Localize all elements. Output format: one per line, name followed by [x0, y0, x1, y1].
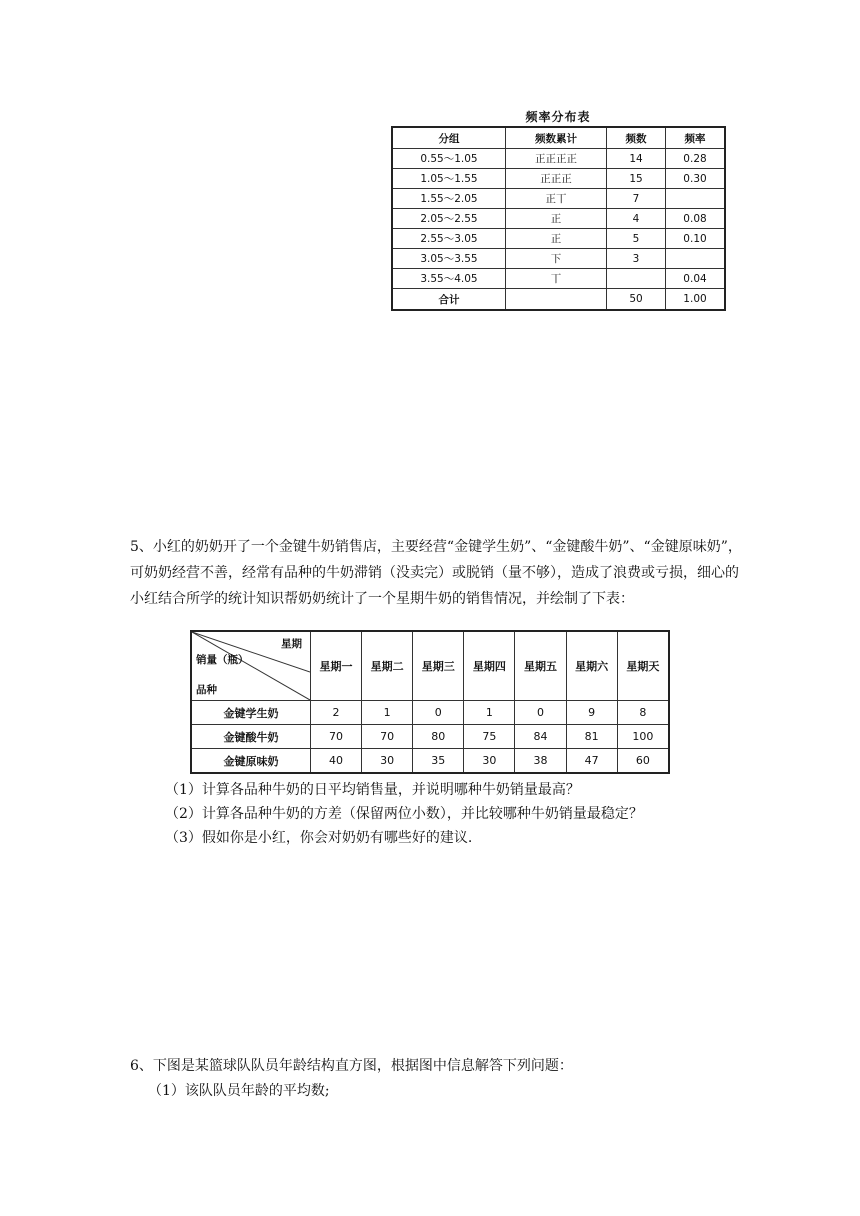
value-cell: 35 [413, 749, 464, 774]
corner-label-week: 星期 [281, 638, 302, 650]
question-6-text: 6、下图是某篮球队队员年龄结构直方图，根据图中信息解答下列问题： [130, 1058, 573, 1074]
value-cell: 9 [566, 701, 617, 725]
table-row [392, 169, 725, 189]
corner-header-cell [191, 631, 311, 701]
variety-cell: 金键原味奶 [191, 749, 311, 774]
value-cell: 38 [515, 749, 566, 774]
value-cell: 8 [617, 701, 669, 725]
tally-cell: 正 [506, 209, 607, 229]
group-cell: 2.55～3.05 [392, 229, 506, 249]
group-cell: 3.55～4.05 [392, 269, 506, 289]
value-cell: 70 [362, 725, 413, 749]
frequency-table [391, 126, 726, 311]
question-5-text: 5、小红的奶奶开了一个金键牛奶销售店，主要经营“金键学生奶”、“金键酸牛奶”、“金键原味奶”，可奶奶经营不善，经常有品种的牛奶滞销（没卖完）或脱销（量不够），造成了浪费或亏损，细心的小红结合所学的统计知识帮奶奶统计了一个星期牛奶的销售情况，并绘制了下表： [130, 539, 742, 607]
group-cell: 3.05～3.55 [392, 249, 506, 269]
count-cell: 15 [607, 169, 666, 189]
corner-label-sales: 销量（瓶） [196, 654, 249, 666]
header-cell: 频率 [666, 127, 726, 149]
tally-cell: 下 [506, 249, 607, 269]
count-cell: 14 [607, 149, 666, 169]
table-row [191, 749, 669, 774]
value-cell: 80 [413, 725, 464, 749]
day-header: 星期六 [566, 631, 617, 701]
day-header: 星期天 [617, 631, 669, 701]
corner-label-variety: 品种 [196, 684, 217, 696]
question-5-part-3: （3）假如你是小红，你会对奶奶有哪些好的建议. [165, 830, 473, 846]
variety-cell: 金键酸牛奶 [191, 725, 311, 749]
count-cell [607, 269, 666, 289]
value-cell: 60 [617, 749, 669, 774]
question-5-part-1: （1）计算各品种牛奶的日平均销售量，并说明哪种牛奶销量最高？ [165, 782, 580, 798]
value-cell: 75 [464, 725, 515, 749]
value-cell: 0 [413, 701, 464, 725]
table-header-row [392, 127, 725, 149]
group-cell: 0.55～1.05 [392, 149, 506, 169]
table-row [392, 249, 725, 269]
table-row [392, 269, 725, 289]
table-row [392, 149, 725, 169]
value-cell: 30 [362, 749, 413, 774]
group-cell: 1.55～2.05 [392, 189, 506, 209]
count-cell: 7 [607, 189, 666, 209]
total-rate: 1.00 [666, 289, 726, 311]
value-cell: 30 [464, 749, 515, 774]
rate-cell: 0.30 [666, 169, 726, 189]
total-label: 合计 [392, 289, 506, 311]
question-6-part-1: （1）该队队员年龄的平均数; [148, 1083, 330, 1099]
table-row [392, 189, 725, 209]
freq-table-title: 频率分布表 [525, 110, 591, 124]
day-header: 星期四 [464, 631, 515, 701]
day-header: 星期二 [362, 631, 413, 701]
header-cell: 频数 [607, 127, 666, 149]
header-cell: 分组 [392, 127, 506, 149]
group-cell: 1.05～1.55 [392, 169, 506, 189]
group-cell: 2.05～2.55 [392, 209, 506, 229]
tally-cell: 正 [506, 229, 607, 249]
tally-cell: 正正正 [506, 169, 607, 189]
day-header: 星期五 [515, 631, 566, 701]
table-total-row [392, 289, 725, 311]
rate-cell: 0.04 [666, 269, 726, 289]
tally-cell: 正正正正 [506, 149, 607, 169]
day-header: 星期一 [311, 631, 362, 701]
rate-cell [666, 189, 726, 209]
value-cell: 70 [311, 725, 362, 749]
value-cell: 47 [566, 749, 617, 774]
milk-sales-table [190, 630, 670, 774]
day-header: 星期三 [413, 631, 464, 701]
tally-cell: 正丅 [506, 189, 607, 209]
total-tally [506, 289, 607, 311]
tally-cell: 丅 [506, 269, 607, 289]
value-cell: 2 [311, 701, 362, 725]
value-cell: 84 [515, 725, 566, 749]
question-5-part-2: （2）计算各品种牛奶的方差（保留两位小数），并比较哪种牛奶销量最稳定？ [165, 806, 643, 822]
variety-cell: 金键学生奶 [191, 701, 311, 725]
table-header-row [191, 631, 669, 701]
value-cell: 1 [464, 701, 515, 725]
table-row [191, 725, 669, 749]
total-count: 50 [607, 289, 666, 311]
rate-cell: 0.10 [666, 229, 726, 249]
rate-cell: 0.28 [666, 149, 726, 169]
count-cell: 5 [607, 229, 666, 249]
rate-cell: 0.08 [666, 209, 726, 229]
value-cell: 1 [362, 701, 413, 725]
rate-cell [666, 249, 726, 269]
value-cell: 0 [515, 701, 566, 725]
header-cell: 频数累计 [506, 127, 607, 149]
value-cell: 40 [311, 749, 362, 774]
table-row [392, 229, 725, 249]
table-row [191, 701, 669, 725]
table-row [392, 209, 725, 229]
count-cell: 3 [607, 249, 666, 269]
count-cell: 4 [607, 209, 666, 229]
value-cell: 100 [617, 725, 669, 749]
value-cell: 81 [566, 725, 617, 749]
